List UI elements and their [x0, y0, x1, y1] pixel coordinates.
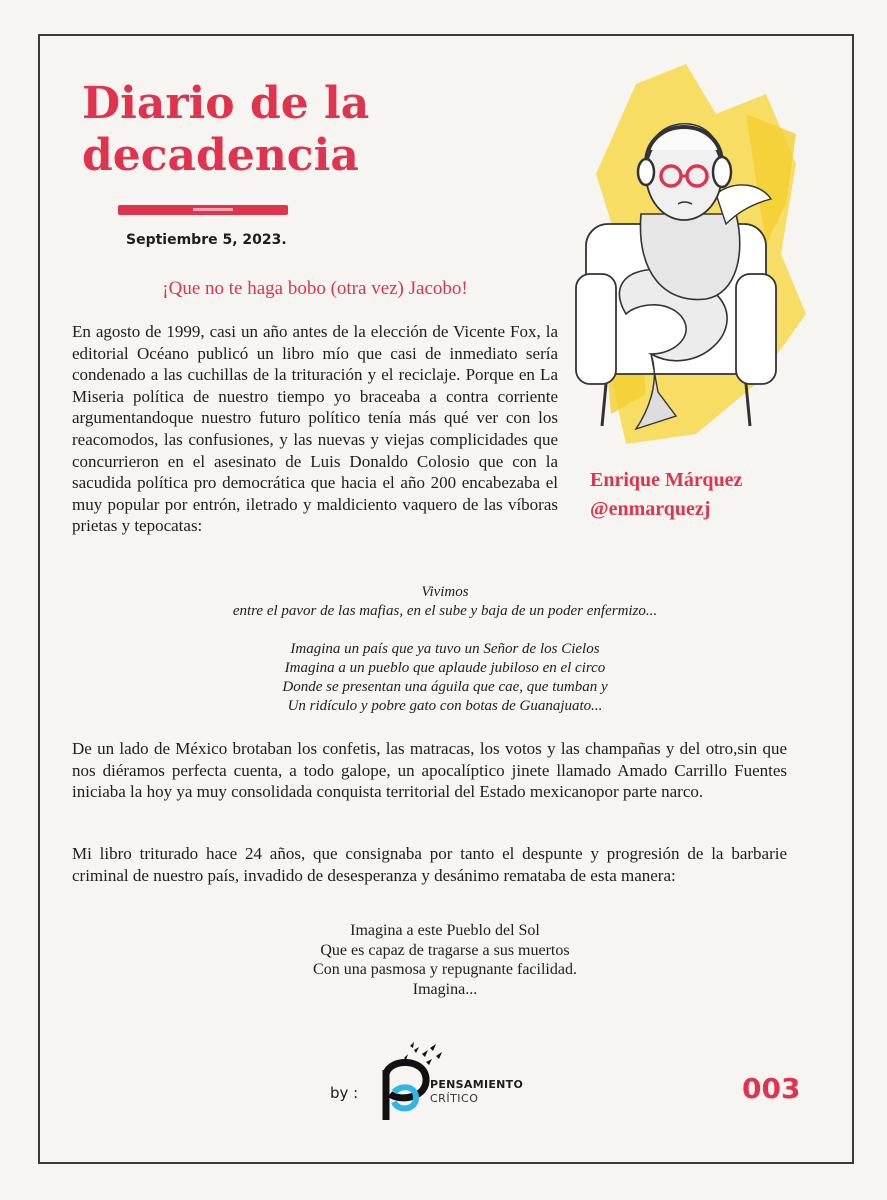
- author-name: Enrique Márquez: [590, 469, 743, 491]
- page-title: Diario de la decadencia: [82, 78, 370, 181]
- author-handle: @enmarquezj: [590, 498, 711, 520]
- poem-line: Imagina un país que ya tuvo un Señor de los Cielos: [290, 641, 600, 657]
- page-number: 003: [742, 1072, 801, 1105]
- poem-excerpt-1: [160, 583, 730, 716]
- by-label: by :: [330, 1084, 359, 1102]
- author-credit: [590, 466, 742, 524]
- poem-line: Imagina...: [412, 980, 478, 998]
- publication-date: Septiembre 5, 2023.: [126, 232, 287, 248]
- poem-line: Donde se presentan una águila que cae, que tumban y: [282, 679, 608, 695]
- poem-excerpt-2: [160, 921, 730, 999]
- paragraph-3: Mi libro triturado hace 24 años, que consignaba por tanto el despunte y progresión de la barbarie criminal de nuestro país, invadido de desesperanza y desánimo remataba de esta manera:: [72, 844, 787, 885]
- poem-line: Con una pasmosa y repugnante facilidad.: [313, 961, 577, 978]
- poem-line: entre el pavor de las mafias, en el sube y baja de un poder enfermizo...: [232, 603, 658, 619]
- paragraph-1: En agosto de 1999, casi un año antes de la elección de Vicente Fox, la editorial Océano publicó un libro mío que casi de inmediato sería condenado a las cuchillas de la trituración y el reciclaje. Porque en La Miseria política de nuestro tiempo yo braceaba a contra corriente argumentandoque nuestro futuro político tenía más qué ver con los reacomodos, las confusiones, y las nuevas y viejas complicidades que concurrieron en el asesinato de Luis Donaldo Colosio que con la sacudida política pro democrática que hacia el año 200 encabezaba el muy popular por entrón, iletrado y maldiciento vaquero de las víboras prietas y tepocatas:: [72, 322, 558, 536]
- poem-line: Imagina a un pueblo que aplaude jubiloso en el circo: [284, 660, 606, 676]
- poem-line: Vivimos: [421, 584, 469, 600]
- poem-line: [160, 621, 730, 640]
- poem-line: Un ridículo y pobre gato con botas de Guanajuato...: [287, 698, 603, 714]
- poem-line: Imagina a este Pueblo del Sol: [350, 922, 540, 939]
- poem-line: Que es capaz de tragarse a sus muertos: [320, 941, 570, 959]
- brand-name-line2: CRÍTICO: [430, 1092, 479, 1105]
- title-underline-brush: [118, 205, 288, 215]
- article-subtitle: ¡Que no te haga bobo (otra vez) Jacobo!: [162, 278, 468, 299]
- brand-name-line1: PENSAMIENTO: [430, 1078, 524, 1091]
- paragraph-2: De un lado de México brotaban los confetis, las matracas, los votos y las champañas y del otro,sin que nos diéramos perfecta cuenta, a todo galope, un apocalíptico jinete llamado Amado Carrillo Fuentes iniciaba la hoy ya muy consolidada conquista territorial del Estado mexicanopor parte narco.: [72, 739, 787, 802]
- author-mermaid-illustration: [566, 54, 826, 454]
